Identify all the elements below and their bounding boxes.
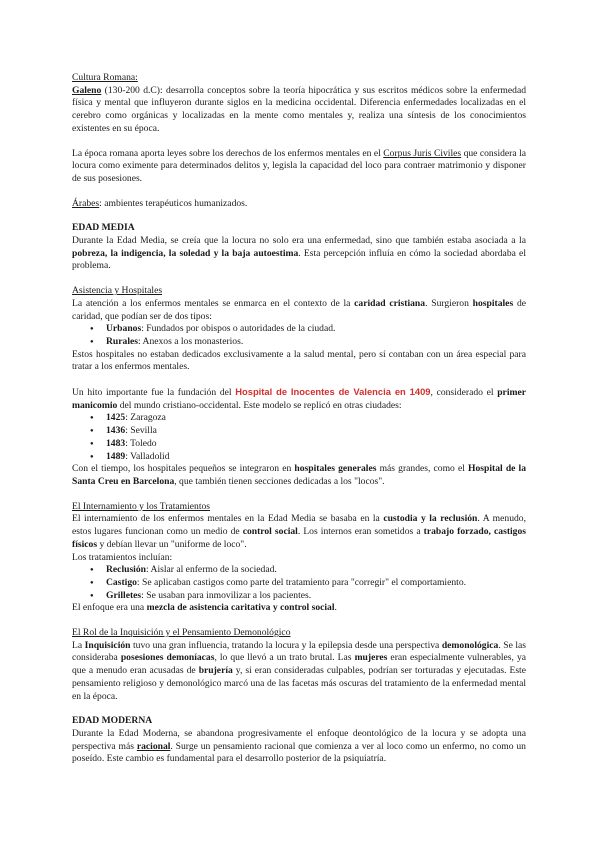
paragraph-hospitales-area: Estos hospitales no estaban dedicados exclusivamente a la salud mental, pero sí contaban con un área especial para tratar a los enfermos mentales.	[72, 348, 526, 373]
paragraph-atencion: La atención a los enfermos mentales se enmarca en el contexto de la caridad cristiana. Surgieron hospitales de caridad, que podían ser de dos tipos:	[72, 297, 526, 322]
paragraph-galeno: Galeno (130-200 d.C): desarrolla conceptos sobre la teoría hipocrática y sus escritos médicos sobre la enfermedad física y mental que influyeron durante siglos en la medicina occidental. Diferencia enfermedades localizadas en el cerebro como orgánicas y localizadas en la mente como mentales y, realiza una síntesis de los conocimientos existentes en su época.	[72, 84, 526, 134]
section-title-inquisicion: El Rol de la Inquisición y el Pensamiento Demonológico	[72, 627, 291, 639]
list-item: ● Urbanos: Fundados por obispos o autoridades de la ciudad.	[72, 323, 526, 336]
paragraph-hospitales-generales: Con el tiempo, los hospitales pequeños se integraron en hospitales generales más grandes, como el Hospital de la Santa Creu en Barcelona, que también tienen secciones dedicadas a los "locos".	[72, 463, 527, 487]
hospital-inocentes-highlight: Hospital de Inocentes de Valencia en 1409	[235, 386, 431, 398]
paragraph-edad-media-intro: Durante la Edad Media, se creía que la locura no solo era una enfermedad, sino que también estaba asociada a la pobreza, la indigencia, la soledad y la baja autoestima. Esta percepción influía en cómo la sociedad abordaba el problema.	[72, 235, 526, 272]
list-tratamientos	[72, 564, 526, 602]
list-item: ● Rurales: Anexos a los monasterios.	[72, 336, 526, 349]
section-title-asistencia: Asistencia y Hospitales	[72, 285, 163, 297]
list-item: ● Reclusión: Aislar al enfermo de la sociedad.	[72, 564, 526, 577]
list-item: ● 1483: Toledo	[72, 438, 526, 451]
paragraph-inquisicion: La Inquisición tuvo una gran influencia, tratando la locura y la epilepsia desde una perspectiva demonológica. Se las consideraba posesiones demoníacas, lo que llevó a un trato brutal. Las mujeres eran especialmente vulnerables, ya que a menudo eran acusadas de brujería y, si eran consideradas culpables, podrían ser torturadas y ejecutadas. Este pensamiento religioso y demonológico marcó una de las facetas más oscuras del tratamiento de la enfermedad mental en la época.	[72, 639, 526, 702]
heading-edad-media: EDAD MEDIA	[72, 222, 135, 234]
paragraph-enfoque: El enfoque era una mezcla de asistencia caritativa y control social.	[72, 602, 337, 614]
list-item: ● 1436: Sevilla	[72, 425, 526, 438]
paragraph-epoca-romana: La época romana aporta leyes sobre los derechos de los enfermos mentales en el Corpus Juris Civiles que considera la locura como eximente para determinados delitos y, legisla la capacidad del loco para contraer matrimonio y disponer de sus posesiones.	[72, 147, 527, 184]
paragraph-hito: Un hito importante fue la fundación del Hospital de Inocentes de Valencia en 1409, considerado el primer manicomio del mundo cristiano-occidental. Este modelo se replicó en otras ciudades:	[72, 386, 526, 411]
list-item: ● 1489: Valladolid	[72, 451, 526, 464]
list-item: ● Grilletes: Se usaban para inmovilizar a los pacientes.	[72, 590, 526, 603]
heading-edad-moderna: EDAD MODERNA	[72, 715, 153, 727]
list-item: ● 1425: Zaragoza	[72, 412, 526, 425]
corpus-juris-link: Corpus Juris Civiles	[383, 147, 462, 159]
galeno-name: Galeno	[72, 84, 102, 96]
section-title-internamiento: El Internamiento y los Tratamientos	[72, 500, 211, 512]
paragraph-tratamientos-intro: Los tratamientos incluían:	[72, 551, 173, 563]
paragraph-edad-moderna: Durante la Edad Moderna, se abandona progresivamente el enfoque deontológico de la locura y se adopta una perspectiva más racional. Surge un pensamiento racional que comienza a ver al loco como un enfermo, no como un poseído. Este cambio es fundamental para el desarrollo posterior de la psiquiatría.	[72, 727, 526, 765]
list-tipos-hospitales	[72, 323, 526, 348]
document-page	[72, 72, 526, 766]
list-item: ● Castigo: Se aplicaban castigos como parte del tratamiento para "corregir" el comportamiento.	[72, 577, 526, 590]
section-title-cultura-romana: Cultura Romana:	[72, 72, 138, 83]
paragraph-arabes: Árabes: ambientes terapéuticos humanizados.	[72, 197, 248, 209]
paragraph-internamiento: El internamiento de los enfermos mentales en la Edad Media se basaba en la custodia y la reclusión. A menudo, estos lugares funcionan como un medio de control social. Los internos eran sometidos a trabajo forzado, castigos físicos y debían llevar un "uniforme de loco".	[72, 513, 527, 550]
list-ciudades	[72, 412, 526, 463]
